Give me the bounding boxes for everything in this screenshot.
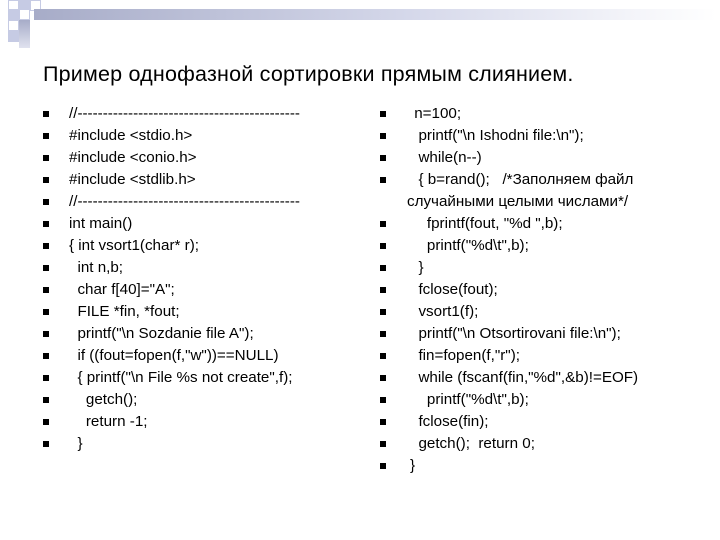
code-text: #include <conio.h> bbox=[69, 149, 197, 166]
code-text: printf("\n Sozdanie file A"); bbox=[69, 325, 254, 342]
left-code-column bbox=[43, 103, 353, 455]
square-bullet-icon bbox=[43, 133, 49, 139]
decor-square bbox=[8, 9, 19, 20]
square-bullet-icon bbox=[43, 243, 49, 249]
code-line bbox=[380, 301, 715, 323]
code-line bbox=[380, 455, 715, 477]
code-line bbox=[43, 389, 353, 411]
code-line bbox=[380, 345, 715, 367]
square-bullet-icon bbox=[43, 397, 49, 403]
square-bullet-icon bbox=[380, 265, 386, 271]
code-line bbox=[43, 411, 353, 433]
square-bullet-icon bbox=[43, 155, 49, 161]
square-bullet-icon bbox=[380, 287, 386, 293]
square-bullet-icon bbox=[43, 309, 49, 315]
square-bullet-icon bbox=[380, 243, 386, 249]
square-bullet-icon bbox=[380, 155, 386, 161]
square-bullet-icon bbox=[43, 331, 49, 337]
code-line bbox=[380, 389, 715, 411]
code-line bbox=[43, 257, 353, 279]
code-text: return -1; bbox=[69, 413, 148, 430]
code-line bbox=[380, 257, 715, 279]
code-text: while(n--) bbox=[410, 149, 482, 166]
code-text: getch(); bbox=[69, 391, 138, 408]
code-line bbox=[43, 433, 353, 455]
square-bullet-icon bbox=[43, 419, 49, 425]
code-text: printf("\n Otsortirovani file:\n"); bbox=[410, 325, 621, 342]
code-line bbox=[43, 103, 353, 125]
square-bullet-icon bbox=[380, 419, 386, 425]
code-text: n=100; bbox=[410, 105, 462, 122]
decor-square bbox=[19, 9, 30, 20]
code-line bbox=[43, 147, 353, 169]
code-line bbox=[43, 169, 353, 191]
slide-title: Пример однофазной сортировки прямым слиянием. bbox=[43, 62, 574, 86]
code-line bbox=[380, 433, 715, 455]
code-text: //-------------------------------------------- bbox=[69, 105, 300, 122]
square-bullet-icon bbox=[380, 133, 386, 139]
code-line bbox=[380, 411, 715, 433]
square-bullet-icon bbox=[43, 353, 49, 359]
code-text: { b=rand(); /*Заполняем файл bbox=[410, 171, 634, 188]
code-line-continuation bbox=[380, 191, 715, 213]
decor-square bbox=[8, 20, 19, 31]
square-bullet-icon bbox=[380, 331, 386, 337]
code-line bbox=[43, 235, 353, 257]
code-text: #include <stdlib.h> bbox=[69, 171, 196, 188]
decor-square bbox=[8, 31, 19, 42]
code-line bbox=[43, 323, 353, 345]
code-line bbox=[43, 345, 353, 367]
code-line bbox=[43, 191, 353, 213]
code-line bbox=[380, 169, 715, 191]
code-line bbox=[43, 279, 353, 301]
square-bullet-icon bbox=[380, 111, 386, 117]
code-line bbox=[380, 367, 715, 389]
code-line bbox=[43, 301, 353, 323]
square-bullet-icon bbox=[380, 463, 386, 469]
code-text: vsort1(f); bbox=[410, 303, 479, 320]
code-text: while (fscanf(fin,"%d",&b)!=EOF) bbox=[410, 369, 639, 386]
code-line bbox=[380, 235, 715, 257]
code-line bbox=[380, 125, 715, 147]
code-text: #include <stdio.h> bbox=[69, 127, 193, 144]
code-text: getch(); return 0; bbox=[410, 435, 535, 452]
square-bullet-icon bbox=[380, 353, 386, 359]
code-text: } bbox=[410, 457, 416, 474]
code-line bbox=[380, 103, 715, 125]
square-bullet-icon bbox=[380, 309, 386, 315]
code-text: if ((fout=fopen(f,"w"))==NULL) bbox=[69, 347, 279, 364]
square-bullet-icon bbox=[380, 441, 386, 447]
code-text: fprintf(fout, "%d ",b); bbox=[410, 215, 563, 232]
code-text: //-------------------------------------------- bbox=[69, 193, 300, 210]
square-bullet-icon bbox=[43, 375, 49, 381]
code-text: char f[40]="A"; bbox=[69, 281, 175, 298]
square-bullet-icon bbox=[43, 265, 49, 271]
side-gradient-bar bbox=[19, 20, 30, 48]
code-text: { int vsort1(char* r); bbox=[69, 237, 199, 254]
square-bullet-icon bbox=[380, 177, 386, 183]
code-text: printf("%d\t",b); bbox=[410, 391, 529, 408]
header-gradient-bar bbox=[34, 9, 716, 20]
code-line bbox=[380, 213, 715, 235]
code-text: } bbox=[410, 259, 424, 276]
code-text: fin=fopen(f,"r"); bbox=[410, 347, 520, 364]
code-text: fclose(fout); bbox=[410, 281, 498, 298]
code-text: printf("\n Ishodni file:\n"); bbox=[410, 127, 584, 144]
code-text: случайными целыми числами*/ bbox=[407, 193, 629, 210]
square-bullet-icon bbox=[43, 199, 49, 205]
code-line bbox=[43, 367, 353, 389]
code-text: printf("%d\t",b); bbox=[410, 237, 529, 254]
code-line bbox=[43, 213, 353, 235]
square-bullet-icon bbox=[43, 111, 49, 117]
code-line bbox=[380, 147, 715, 169]
code-text: fclose(fin); bbox=[410, 413, 489, 430]
code-text: } bbox=[69, 435, 83, 452]
code-text: int main() bbox=[69, 215, 133, 232]
square-bullet-icon bbox=[43, 177, 49, 183]
code-line bbox=[43, 125, 353, 147]
code-line bbox=[380, 279, 715, 301]
code-text: { printf("\n File %s not create",f); bbox=[69, 369, 293, 386]
square-bullet-icon bbox=[380, 397, 386, 403]
right-code-column bbox=[380, 103, 715, 477]
square-bullet-icon bbox=[43, 221, 49, 227]
square-bullet-icon bbox=[380, 375, 386, 381]
square-bullet-icon bbox=[43, 287, 49, 293]
code-text: int n,b; bbox=[69, 259, 124, 276]
code-text: FILE *fin, *fout; bbox=[69, 303, 180, 320]
square-bullet-icon bbox=[43, 441, 49, 447]
code-line bbox=[380, 323, 715, 345]
square-bullet-icon bbox=[380, 221, 386, 227]
